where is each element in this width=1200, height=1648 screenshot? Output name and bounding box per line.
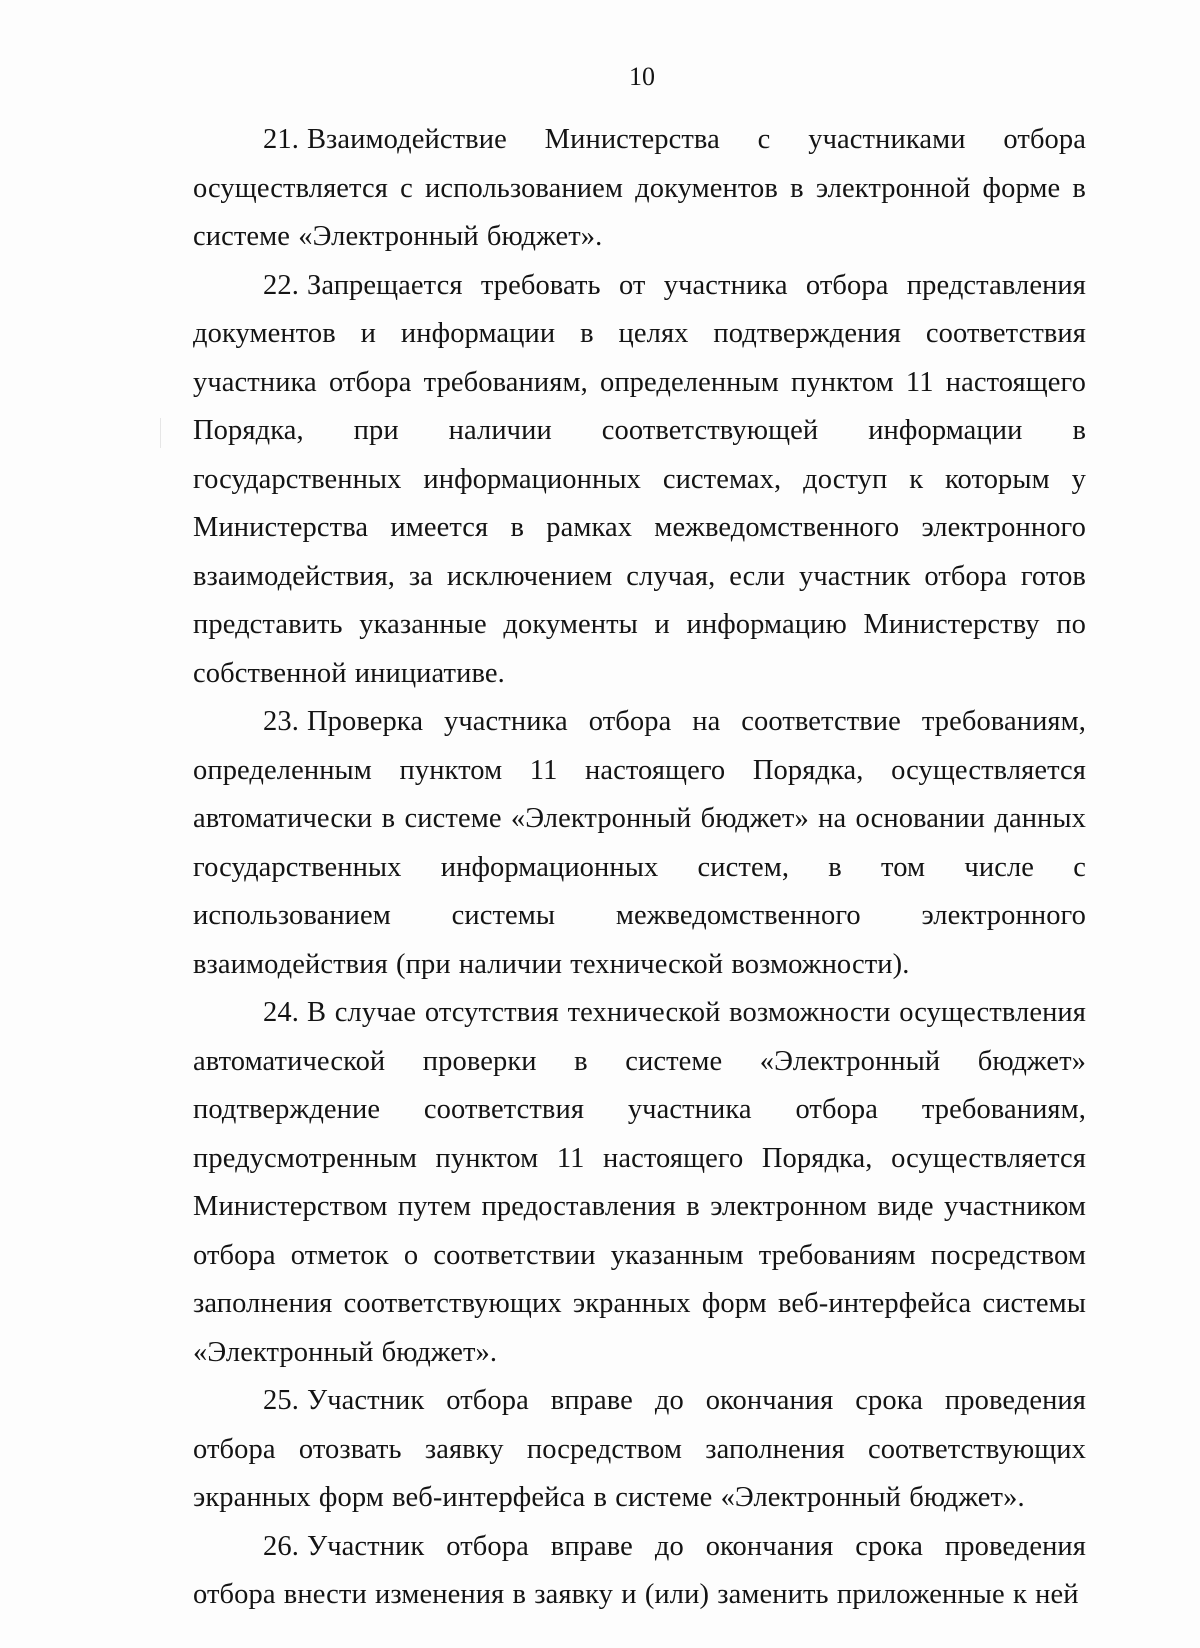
scan-artifact: [160, 418, 161, 448]
paragraph-25: [193, 1377, 1086, 1523]
paragraph-number: 21.: [263, 124, 299, 155]
paragraph-26: [193, 1523, 1086, 1620]
document-body: [193, 116, 1086, 1620]
page-number: 10: [629, 62, 655, 91]
paragraph-21: [193, 116, 1086, 262]
paragraph-text: Проверка участника отбора на соответствие требованиям, определенным пунктом 11 настоящего Порядка, осуществляется автоматически в системе «Электронный бюджет» на основании данных государственных информационных систем, в том числе с использованием системы межведомственного электронного взаимодействия (при наличии технической возможности).: [193, 706, 1086, 980]
paragraph-text: Участник отбора вправе до окончания срока проведения отбора отозвать заявку посредством заполнения соответствующих экранных форм веб-интерфейса в системе «Электронный бюджет».: [193, 1385, 1086, 1513]
paragraph-number: 23.: [263, 706, 299, 737]
paragraph-text: Запрещается требовать от участника отбора представления документов и информации в целях подтверждения соответствия участника отбора требованиям, определенным пунктом 11 настоящего Порядка, при наличии соответствующей информации в государственных информационных системах, доступ к которым у Министерства имеется в рамках межведомственного электронного взаимодействия, за исключением случая, если участник отбора готов представить указанные документы и информацию Министерству по собственной инициативе.: [193, 269, 1086, 689]
paragraph-number: 26.: [263, 1530, 299, 1562]
paragraph-23: [193, 698, 1086, 989]
paragraph-text: Взаимодействие Министерства с участниками отбора осуществляется с использованием документов в электронной форме в системе «Электронный бюджет».: [193, 124, 1086, 252]
paragraph-number: 25.: [263, 1385, 299, 1416]
paragraph-number: 22.: [263, 269, 299, 301]
paragraph-24: [193, 989, 1086, 1377]
paragraph-text: В случае отсутствия технической возможности осуществления автоматической проверки в системе «Электронный бюджет» подтверждение соответствия участника отбора требованиям, предусмотренным пунктом 11 настоящего Порядка, осуществляется Министерством путем предоставления в электронном виде участником отбора отметок о соответствии указанным требованиям посредством заполнения соответствующих экранных форм веб-интерфейса системы «Электронный бюджет».: [193, 997, 1086, 1368]
paragraph-text: Участник отбора вправе до окончания срока проведения отбора внести изменения в заявку и (или) заменить приложенные к ней: [193, 1530, 1086, 1610]
paragraph-number: 24.: [263, 997, 299, 1028]
paragraph-22: [193, 262, 1086, 699]
